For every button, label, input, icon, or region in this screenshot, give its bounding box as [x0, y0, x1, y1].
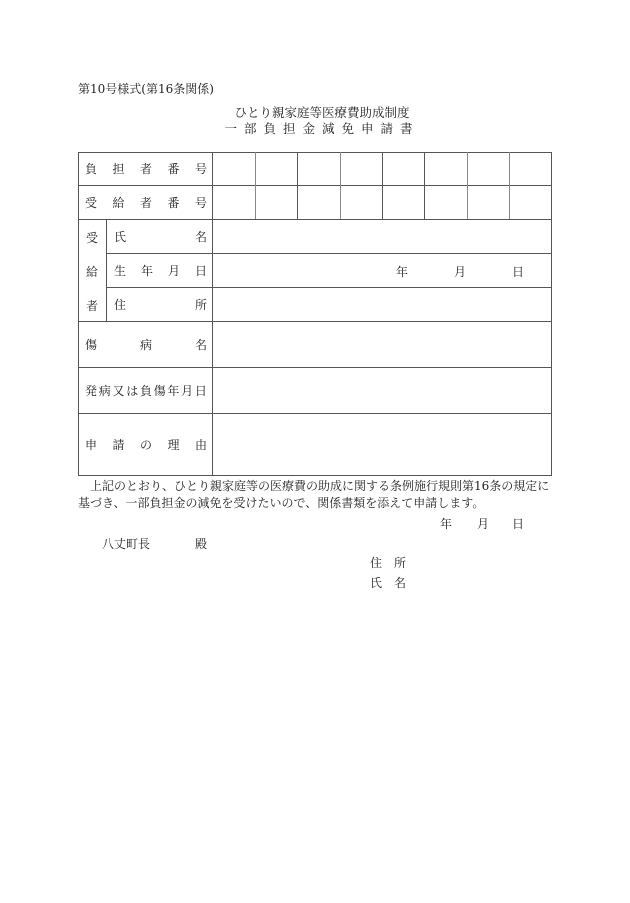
label-char: 住 — [114, 298, 127, 312]
label-char: 所 — [194, 298, 207, 312]
payer-number-label — [85, 152, 207, 185]
label-char: 年 — [140, 264, 153, 278]
label-char: 年 — [167, 384, 180, 398]
label-char: 名 — [194, 338, 207, 352]
address-label — [114, 288, 207, 321]
label-char: 担 — [112, 162, 125, 176]
name-field[interactable] — [213, 220, 551, 253]
label-char: 又 — [112, 384, 125, 398]
label-char: 名 — [194, 230, 207, 244]
label-char: 傷 — [153, 384, 166, 398]
table-border-bottom — [78, 475, 552, 476]
label-char: 号 — [194, 162, 207, 176]
label-char: 月 — [181, 384, 194, 398]
digit-box-divider — [340, 152, 341, 219]
digit-box-divider — [467, 152, 468, 219]
label-char: 月 — [167, 264, 180, 278]
label-char: 負 — [139, 384, 152, 398]
label-char: 傷 — [85, 338, 98, 352]
disease-name-field[interactable] — [213, 322, 551, 367]
recipient-group-char: 給 — [86, 265, 99, 279]
reason-field[interactable] — [213, 414, 551, 475]
recipient-number-label — [85, 186, 207, 219]
form-number: 第10号様式(第16条関係) — [78, 82, 214, 96]
label-char: 号 — [194, 196, 207, 210]
label-char: 請 — [112, 438, 125, 452]
application-table — [78, 152, 552, 476]
table-border-right — [551, 152, 552, 476]
label-char: 日 — [194, 384, 207, 398]
label-char: 番 — [167, 196, 180, 210]
digit-box-divider — [382, 152, 383, 219]
label-char: 者 — [139, 196, 152, 210]
addressee-name: 八丈町長 — [102, 537, 151, 551]
digit-box-divider — [509, 152, 510, 219]
date-day-label: 日 — [512, 517, 525, 531]
label-char: 病 — [139, 338, 152, 352]
label-char: の — [139, 438, 152, 452]
digit-box-divider — [297, 152, 298, 219]
onset-date-field[interactable] — [213, 368, 551, 413]
recipient-group-char: 受 — [86, 231, 99, 245]
table-border-left — [78, 152, 79, 476]
label-char: 受 — [85, 196, 98, 210]
addressee-honorific: 殿 — [195, 537, 208, 551]
birthdate-month-label: 月 — [454, 265, 467, 279]
label-char: 日 — [194, 264, 207, 278]
label-char: は — [126, 384, 139, 398]
label-char: 負 — [85, 162, 98, 176]
date-year-label: 年 — [440, 517, 453, 531]
label-char: 生 — [114, 264, 127, 278]
applicant-address-label: 住 所 — [370, 556, 407, 570]
declaration-text: 上記のとおり、ひとり親家庭等の医療費の助成に関する条例施行規則第16条の規定に基づき、一部負担金の減免を受けたいので、関係書類を添えて申請します。 — [78, 479, 550, 510]
recipient-group-divider — [106, 219, 107, 321]
birthdate-label — [114, 254, 207, 287]
digit-box-divider — [424, 152, 425, 219]
label-char: 病 — [98, 384, 111, 398]
title-line-2: 一部負担金減免申請書 — [224, 121, 420, 136]
reason-label — [85, 414, 207, 475]
label-char: 発 — [85, 384, 98, 398]
recipient-group-char: 者 — [86, 299, 99, 313]
name-label — [114, 220, 207, 253]
onset-date-label — [85, 368, 207, 413]
label-char: 理 — [167, 438, 180, 452]
label-char: 給 — [112, 196, 125, 210]
date-month-label: 月 — [477, 517, 490, 531]
birthdate-year-label: 年 — [396, 265, 409, 279]
label-char: 由 — [194, 438, 207, 452]
label-char: 者 — [139, 162, 152, 176]
applicant-name-label: 氏 名 — [370, 576, 407, 590]
address-field[interactable] — [213, 288, 551, 321]
label-char: 氏 — [114, 230, 127, 244]
birthdate-day-label: 日 — [512, 265, 525, 279]
disease-name-label — [85, 322, 207, 367]
title-line-1: ひとり親家庭等医療費助成制度 — [234, 105, 410, 120]
label-char: 番 — [167, 162, 180, 176]
label-char: 申 — [85, 438, 98, 452]
digit-box-divider — [255, 152, 256, 219]
